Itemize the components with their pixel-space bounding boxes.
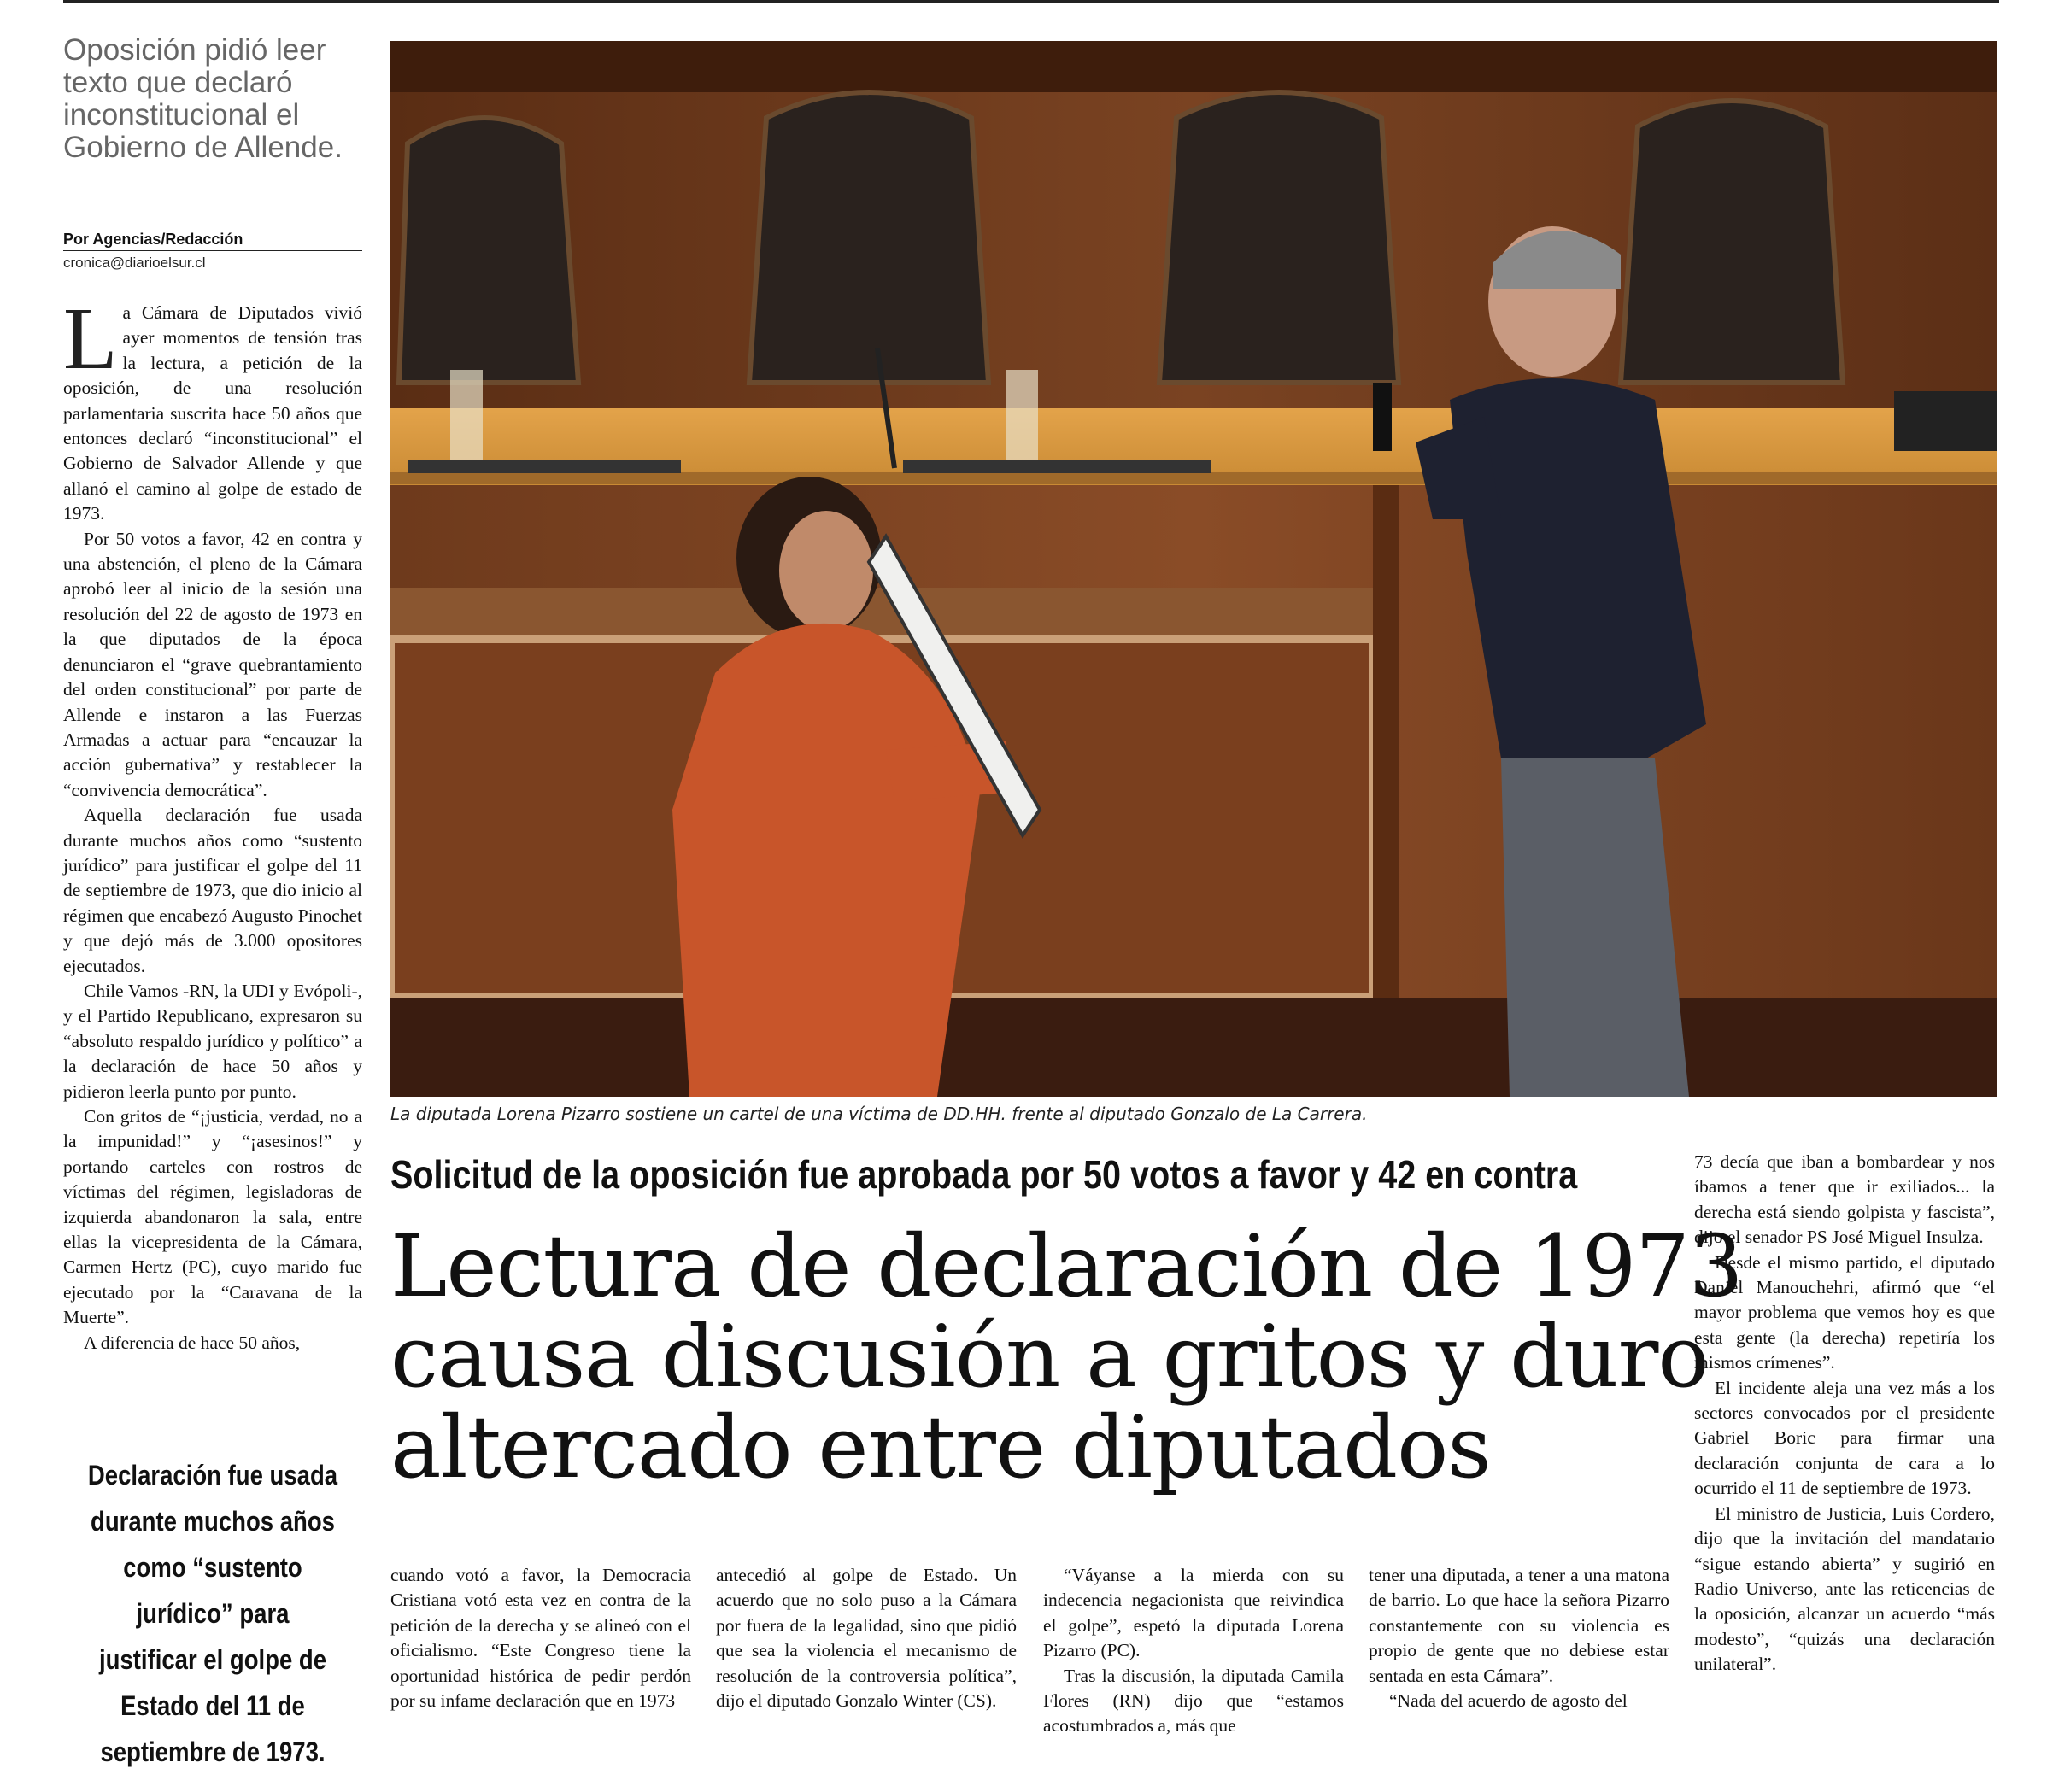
- kicker: Solicitud de la oposición fue aprobada por 50 votos a favor y 42 en contra: [390, 1152, 1578, 1197]
- top-rule: [63, 0, 1999, 3]
- body-column-2: [390, 1563, 691, 1713]
- headline: [390, 1216, 1743, 1497]
- body-column-5: [1369, 1563, 1669, 1713]
- article-subheading: Oposición pidió leer texto que declaró inconstitucional el Gobierno de Allende.: [63, 33, 343, 164]
- paragraph: A diferencia de hace 50 años,: [84, 1332, 301, 1353]
- article-photo: [390, 41, 1997, 1097]
- headline-line-3: altercado entre diputados: [390, 1397, 1491, 1497]
- chamber-photo-illustration: [390, 41, 1997, 1097]
- headline-line-2: causa discusión a gritos y duro: [390, 1307, 1709, 1407]
- paragraph: Tras la discusión, la diputada Camila Flores (RN) dijo que “estamos acostumbrados a, más que: [1043, 1665, 1344, 1736]
- paragraph: Con gritos de “¡justicia, verdad, no a la impunidad!” y “¡asesinos!” y portando carteles con rostros de víctimas del régimen, legisladoras de izquierda abandonaron la sala, entre ellas la vicepresidenta de la Cámara, Carmen Hertz (PC), cuyo marido fue ejecutado por la “Caravana de la Muerte”.: [63, 1106, 362, 1328]
- headline-line-1: Lectura de declaración de 1973: [390, 1216, 1743, 1316]
- body-column-3: [716, 1563, 1017, 1713]
- paragraph: tener una diputada, a tener a una matona de barrio. Lo que hace la señora Pizarro constantemente con su violencia es propio de gente que no debiese estar sentada en esta Cámara”.: [1369, 1565, 1669, 1686]
- paragraph: El ministro de Justicia, Luis Cordero, dijo que la invitación del mandatario “sigue estando abierta” y sugirió en Radio Universo, ante las reticencias de la oposición, alcanzar un acuerdo “más modesto”, “quizás una declaración unilateral”.: [1694, 1502, 1995, 1675]
- pull-quote: Declaración fue usada durante muchos años como “sustento jurídico” para justificar el golpe de Estado del 11 de septiembre de 1973.: [87, 1460, 338, 1767]
- body-column-4: [1043, 1563, 1344, 1739]
- author-email[interactable]: cronica@diarioelsur.cl: [63, 255, 206, 271]
- paragraph: 73 decía que iban a bombardear y nos íbamos a tener que ir exiliados... la derecha está siendo golpista y fascista”, dijo el senador PS José Miguel Insulza.: [1694, 1151, 1995, 1248]
- paragraph: Chile Vamos -RN, la UDI y Evópoli-, y el Partido Republicano, expresaron su “absoluto respaldo jurídico y político” a la declaración de hace 50 años y pidieron leerla punto por punto.: [63, 980, 362, 1102]
- paragraph: “Nada del acuerdo de agosto del: [1389, 1690, 1628, 1712]
- byline: Por Agencias/Redacción: [63, 231, 362, 251]
- paragraph: El incidente aleja una vez más a los sectores convocados por el presidente Gabriel Boric para firmar una declaración conjunta de cara a lo ocurrido el 11 de septiembre de 1973.: [1694, 1377, 1995, 1499]
- body-column-1: [63, 290, 362, 1356]
- paragraph: “Váyanse a la mierda con su indecencia negacionista que reivindica el golpe”, espetó la diputada Lorena Pizarro (PC).: [1043, 1565, 1344, 1661]
- photo-caption: La diputada Lorena Pizarro sostiene un cartel de una víctima de DD.HH. frente al diputado Gonzalo de La Carrera.: [390, 1104, 1368, 1124]
- paragraph: cuando votó a favor, la Democracia Cristiana votó esta vez en contra de la petición de la derecha y se alineó con el oficialismo. “Este Congreso tiene la oportunidad histórica de pedir perdón por su infame declaración que en 1973: [390, 1565, 691, 1712]
- paragraph: Aquella declaración fue usada durante muchos años como “sustento jurídico” para justificar el golpe del 11 de septiembre de 1973, que dio inicio al régimen que encabezó Augusto Pinochet y que dejó más de 3.000 opositores ejecutados.: [63, 805, 362, 976]
- paragraph: Desde el mismo partido, el diputado Daniel Manouchehri, afirmó que “el mayor problema que vemos hoy es que esta gente (la derecha) repetiría los mismos crímenes”.: [1694, 1251, 1995, 1373]
- drop-cap: L: [63, 290, 118, 388]
- body-column-6: [1694, 1150, 1995, 1678]
- paragraph: Por 50 votos a favor, 42 en contra y una abstención, el pleno de la Cámara aprobó leer al inicio de la sesión una resolución del 22 de agosto de 1973 en la que diputados de la época denunciaron el “grave quebrantamiento del orden constitucional” por parte de Allende e instaron a las Fuerzas Armadas a actuar para “encauzar la acción gubernativa” y restablecer la “convivencia democrática”.: [63, 528, 362, 800]
- paragraph: antecedió al golpe de Estado. Un acuerdo que no solo puso a la Cámara por fuera de la legalidad, sino que pidió que sea la violencia el mecanismo de resolución de la controversia política”, dijo el diputado Gonzalo Winter (CS).: [716, 1565, 1017, 1712]
- paragraph: La Cámara de Diputados vivió ayer momentos de tensión tras la lectura, a petición de la oposición, de una resolución parlamentaria suscrita hace 50 años que entonces declaró “inconstitucional” el Gobierno de Salvador Allende y que allanó el camino al golpe de estado de 1973.: [63, 290, 362, 524]
